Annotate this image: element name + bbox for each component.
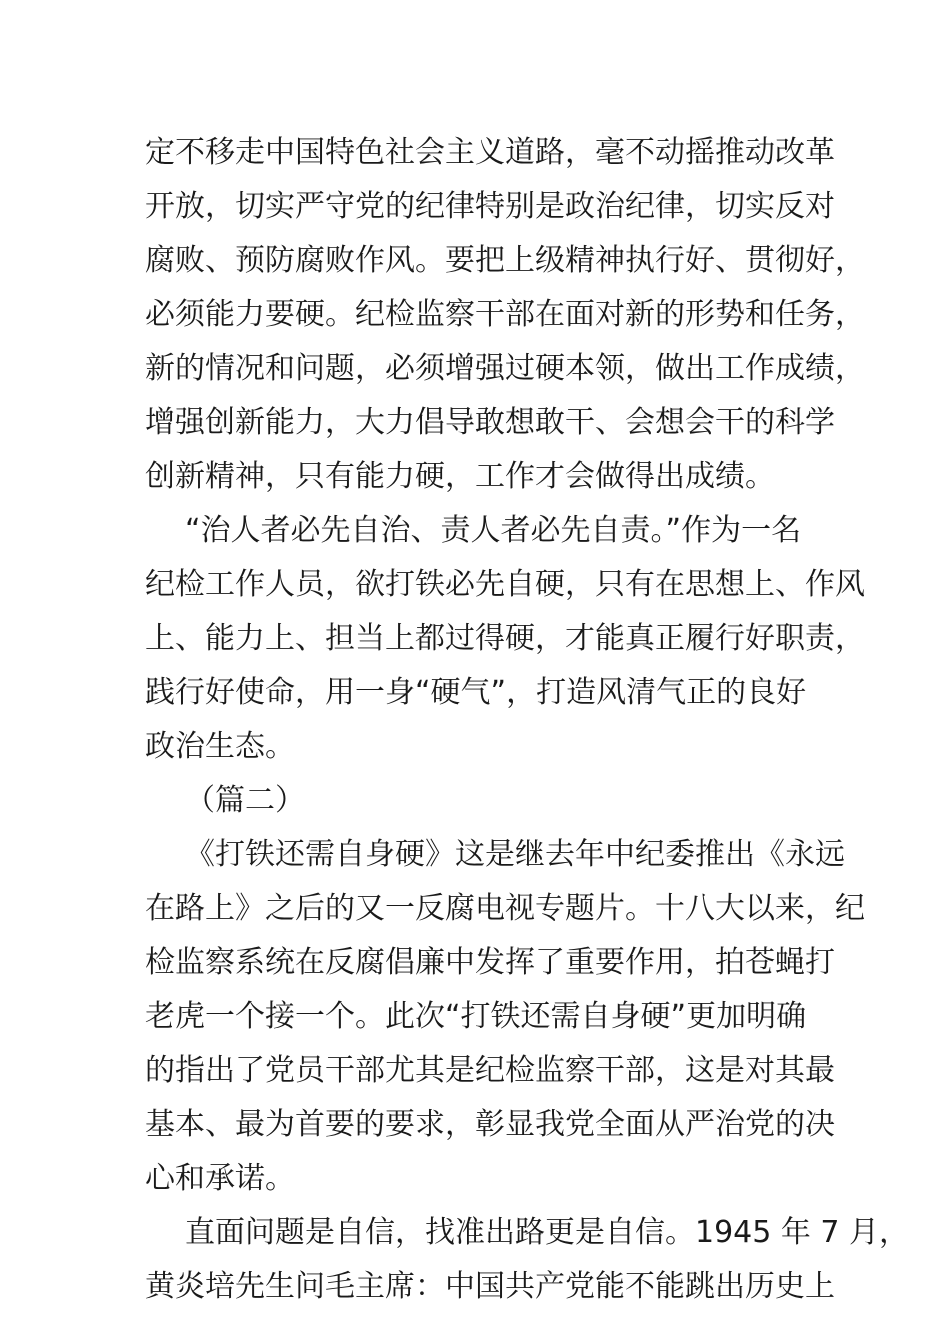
text-line: 必须能力要硬。纪检监察干部在面对新的形势和任务，	[145, 297, 865, 332]
paragraph-first-line: “治人者必先自治、责人者必先自责。”作为一名	[185, 513, 802, 548]
paragraph-first-line: 《打铁还需自身硬》这是继去年中纪委推出《永远	[185, 837, 845, 872]
text-line: 基本、最为首要的要求，彰显我党全面从严治党的决	[145, 1107, 835, 1142]
text-line: 践行好使命，用一身“硬气”，打造风清气正的良好	[145, 675, 807, 710]
text-line: 开放，切实严守党的纪律特别是政治纪律，切实反对	[145, 189, 835, 224]
text-line: 纪检工作人员，欲打铁必先自硬，只有在思想上、作风	[145, 567, 865, 602]
text-line: 黄炎培先生问毛主席：中国共产党能不能跳出历史上	[145, 1269, 835, 1304]
body-text	[145, 126, 910, 1314]
section-heading: （篇二）	[185, 783, 305, 818]
text-line: 的指出了党员干部尤其是纪检监察干部，这是对其最	[145, 1053, 835, 1088]
text-line: 心和承诺。	[145, 1161, 295, 1196]
text-line: 定不移走中国特色社会主义道路，毫不动摇推动改革	[145, 135, 835, 170]
text-line: 政治生态。	[145, 729, 295, 764]
text-line: 增强创新能力，大力倡导敢想敢干、会想会干的科学	[145, 405, 835, 440]
text-line: 创新精神，只有能力硬，工作才会做得出成绩。	[145, 459, 775, 494]
text-line: 检监察系统在反腐倡廉中发挥了重要作用，拍苍蝇打	[145, 945, 835, 980]
text-line: 上、能力上、担当上都过得硬，才能真正履行好职责，	[145, 621, 865, 656]
paragraph-first-line: 直面问题是自信，找准出路更是自信。1945 年 7 月，	[185, 1215, 910, 1250]
text-line: 腐败、预防腐败作风。要把上级精神执行好、贯彻好，	[145, 243, 865, 278]
text-line: 在路上》之后的又一反腐电视专题片。十八大以来，纪	[145, 891, 865, 926]
text-line: 新的情况和问题，必须增强过硬本领，做出工作成绩，	[145, 351, 865, 386]
text-line: 老虎一个接一个。此次“打铁还需自身硬”更加明确	[145, 999, 807, 1034]
